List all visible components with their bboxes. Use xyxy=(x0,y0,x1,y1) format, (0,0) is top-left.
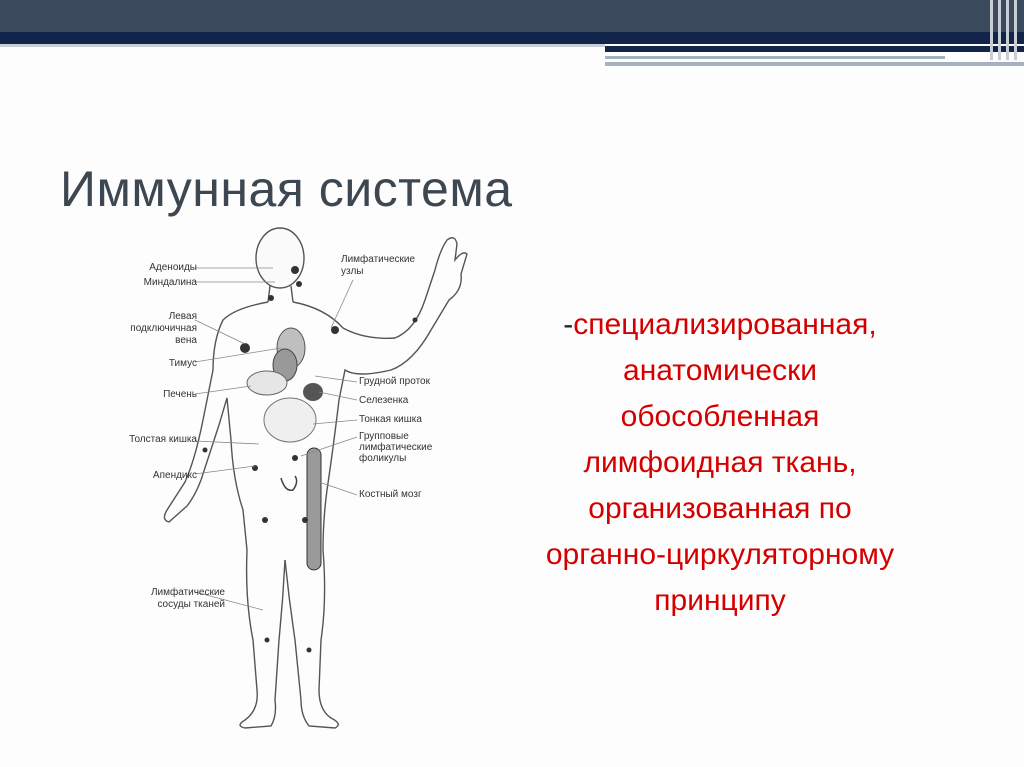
definition-line-7: принципу xyxy=(654,584,786,617)
definition-line-5: организованная по xyxy=(588,492,852,525)
definition-line-6: органно-циркуляторному xyxy=(545,538,895,571)
label-colon: Толстая кишка xyxy=(129,434,197,445)
label-right-1: узлы xyxy=(341,266,364,277)
label-appendix: Апендикс xyxy=(152,470,197,481)
definition-text xyxy=(470,302,970,624)
label-tonsil: Миндалина xyxy=(143,277,197,288)
header-stripe-3 xyxy=(1006,0,1009,60)
header-line-left xyxy=(0,44,605,47)
definition-line-1-text: специализированная, xyxy=(573,308,877,341)
organs xyxy=(247,328,323,570)
label-small-intestine: Тонкая кишка xyxy=(359,414,422,425)
slide-title: Иммунная система xyxy=(60,161,513,217)
header-band-dark xyxy=(0,0,1024,32)
header-line-1 xyxy=(605,56,945,59)
label-left-9: Лимфатические xyxy=(150,587,225,598)
header-stripe-2 xyxy=(998,0,1001,60)
label-thoracic-duct: Грудной проток xyxy=(359,376,430,387)
label-left-1: Левая xyxy=(168,311,197,322)
label-left-3: вена xyxy=(175,335,197,346)
definition-line-2: анатомически xyxy=(623,354,817,387)
header-decoration xyxy=(0,0,1024,80)
label-right-7: фоликулы xyxy=(359,453,407,464)
definition-line-1 xyxy=(470,302,970,348)
header-stripe-4 xyxy=(1014,0,1017,60)
label-left-2: подключичная xyxy=(130,323,197,334)
label-bone-marrow: Костный мозг xyxy=(359,489,422,500)
header-stripe-1 xyxy=(990,0,993,60)
label-adenoids: Аденоиды xyxy=(149,262,197,273)
header-band-navy xyxy=(0,32,1024,44)
label-spleen: Селезенка xyxy=(359,395,409,406)
definition-line-3: обособленная xyxy=(620,400,820,433)
definition-dash: - xyxy=(563,308,574,341)
header-navy-tab xyxy=(605,46,1024,52)
label-left-10: сосуды тканей xyxy=(157,599,225,610)
immune-system-figure xyxy=(95,220,495,740)
label-right-6: лимфатические xyxy=(359,442,433,453)
label-thymus: Тимус xyxy=(168,358,197,369)
header-line-2 xyxy=(605,62,1024,66)
definition-line-4: лимфоидная ткань, xyxy=(583,446,857,479)
label-right-0: Лимфатические xyxy=(341,254,416,265)
label-liver: Печень xyxy=(163,389,197,400)
label-right-5: Групповые xyxy=(359,431,409,442)
